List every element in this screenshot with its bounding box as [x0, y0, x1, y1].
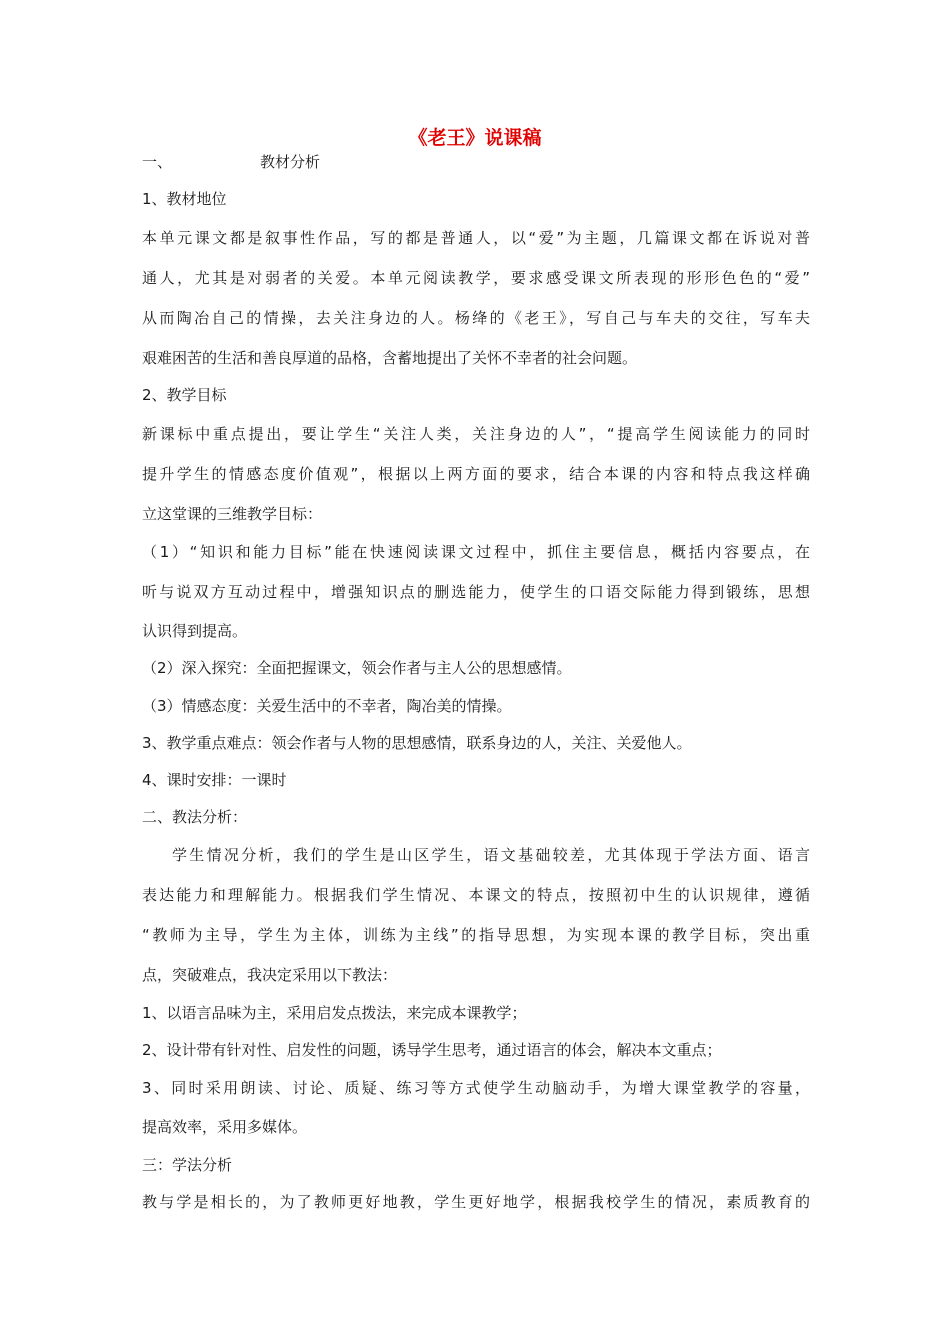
paragraph-line: 1、以语言品味为主，采用启发点拨法，来完成本课教学； — [142, 1004, 527, 1022]
paragraph-line: 提高效率，采用多媒体。 — [142, 1118, 308, 1136]
paragraph-line: （1）“知识和能力目标”能在快速阅读课文过程中，抓住主要信息，概括内容要点，在 — [142, 543, 810, 561]
paragraph-line: 提升学生的情感态度价值观”，根据以上两方面的要求，结合本课的内容和特点我这样确 — [142, 465, 810, 483]
paragraph-line: 新课标中重点提出，要让学生“关注人类，关注身边的人”，“提高学生阅读能力的同时 — [142, 425, 810, 443]
paragraph-line: “教师为主导，学生为主体，训练为主线”的指导思想，为实现本课的教学目标，突出重 — [142, 926, 810, 944]
paragraph-line: 从而陶冶自己的情操，去关注身边的人。杨绛的《老王》，写自己与车夫的交往，写车夫 — [142, 309, 810, 327]
paragraph-line: 点，突破难点，我决定采用以下教法： — [142, 966, 398, 984]
paragraph-line: 立这堂课的三维教学目标： — [142, 505, 323, 523]
paragraph-line: 表达能力和理解能力。根据我们学生情况、本课文的特点，按照初中生的认识规律，遵循 — [142, 886, 810, 904]
paragraph-line: 3、同时采用朗读、讨论、质疑、练习等方式使学生动脑动手，为增大课堂教学的容量， — [142, 1079, 810, 1097]
paragraph-line: 2、设计带有针对性、启发性的问题，诱导学生思考，通过语言的体会，解决本文重点； — [142, 1041, 722, 1059]
paragraph-line: 学生情况分析，我们的学生是山区学生，语文基础较差，尤其体现于学法方面、语言 — [172, 846, 810, 864]
section-title: 教材分析 — [260, 153, 321, 171]
document-title: 《老王》说课稿 — [408, 127, 542, 149]
paragraph-line: 3、教学重点难点：领会作者与人物的思想感情，联系身边的人，关注、关爱他人。 — [142, 734, 692, 752]
section-heading-2: 二、教法分析： — [142, 808, 248, 826]
subheading-textbook-position: 1、教材地位 — [142, 190, 227, 208]
subheading-teaching-goals: 2、教学目标 — [142, 386, 227, 404]
paragraph-line: 教与学是相长的，为了教师更好地教，学生更好地学，根据我校学生的情况，素质教育的 — [142, 1193, 810, 1211]
section-number: 一、 — [142, 153, 173, 171]
paragraph-line: （3）情感态度：关爱生活中的不幸者，陶冶美的情操。 — [142, 697, 512, 715]
paragraph-line: 认识得到提高。 — [142, 622, 248, 640]
paragraph-line: 艰难困苦的生活和善良厚道的品格，含蓄地提出了关怀不幸者的社会问题。 — [142, 349, 638, 367]
paragraph-line: 4、课时安排：一课时 — [142, 771, 287, 789]
paragraph-line: （2）深入探究：全面把握课文，领会作者与主人公的思想感情。 — [142, 659, 572, 677]
paragraph-line: 通人，尤其是对弱者的关爱。本单元阅读教学，要求感受课文所表现的形形色色的“爱” — [142, 269, 810, 287]
paragraph-line: 本单元课文都是叙事性作品，写的都是普通人，以“爱”为主题，几篇课文都在诉说对普 — [142, 229, 810, 247]
paragraph-line: 听与说双方互动过程中，增强知识点的删选能力，使学生的口语交际能力得到锻练，思想 — [142, 583, 810, 601]
section-heading-1 — [142, 150, 810, 174]
section-heading-3: 三：学法分析 — [142, 1156, 233, 1174]
